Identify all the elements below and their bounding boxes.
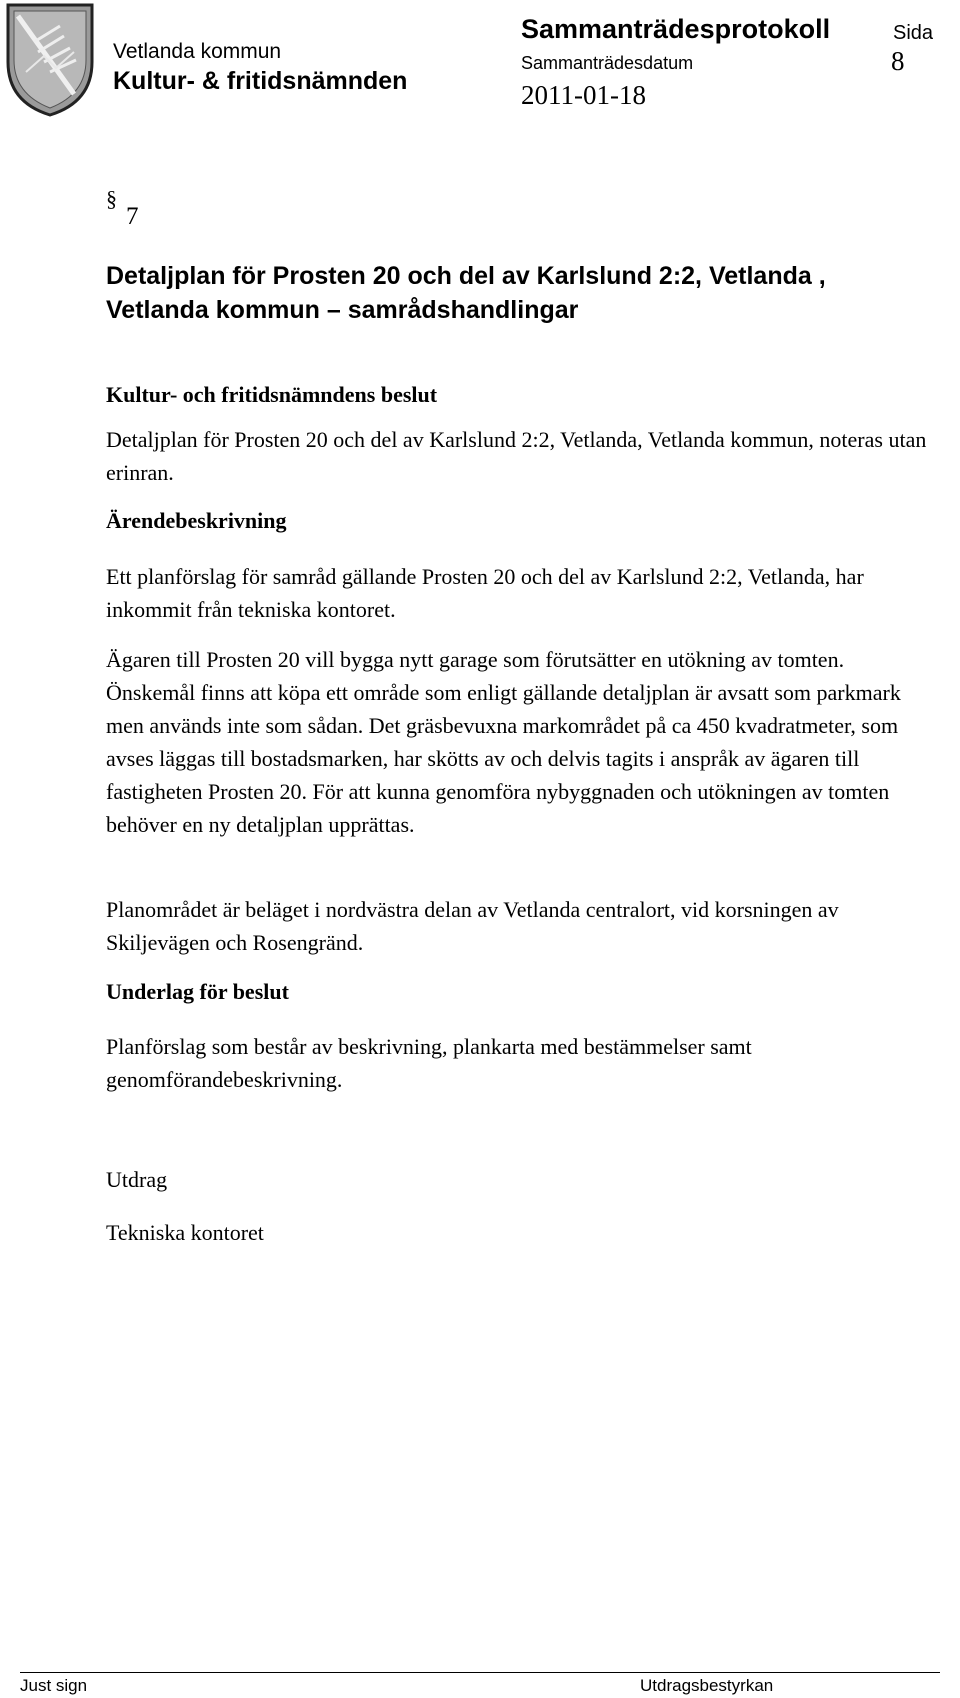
certification-label: Utdragsbestyrkan (640, 1676, 774, 1695)
decision-text: Detaljplan för Prosten 20 och del av Karlslund 2:2, Vetlanda, Vetlanda kommun, noteras utan erinran. (106, 427, 927, 485)
page-number: 8 (891, 46, 905, 76)
meeting-date: 2011-01-18 (521, 80, 646, 110)
basis-text: Planförslag som består av beskrivning, plankarta med bestämmelser samt genomförandebeskrivning. (106, 1034, 752, 1092)
extract-recipient: Tekniska kontoret (106, 1220, 264, 1245)
description-paragraph-1: Ett planförslag för samråd gällande Prosten 20 och del av Karlslund 2:2, Vetlanda, har inkommit från tekniska kontoret. (106, 564, 864, 622)
basis-heading: Underlag för beslut (106, 979, 289, 1004)
agenda-item-title (106, 259, 926, 327)
committee-name: Kultur- & fritidsnämnden (113, 67, 408, 95)
description-paragraph-2: Ägaren till Prosten 20 vill bygga nytt garage som förutsätter en utökning av tomten. Önskemål finns att köpa ett område som enligt gällande detaljplan är avsatt som parkmark men används inte som sådan. Det gräsbevuxna markområdet på ca 450 kvadratmeter, som avses läggas till bostadsmarken, har skötts av och delvis tagits i anspråk av ägaren till fastigheten Prosten 20. För att kunna genomföra nybyggnaden och utökningen av tomten behöver en ny detaljplan upprättas. (106, 647, 901, 837)
organization-name: Vetlanda kommun (113, 40, 282, 63)
paragraph-number: 7 (126, 203, 139, 230)
title-line-2: Vetlanda kommun – samrådshandlingar (106, 296, 579, 324)
description-heading: Ärendebeskrivning (106, 508, 287, 533)
date-label: Sammanträdesdatum (521, 53, 694, 73)
paragraph-sign: § (106, 186, 117, 211)
municipal-coat-of-arms-icon (4, 2, 96, 118)
signature-label: Just sign (20, 1676, 88, 1695)
document-title: Sammanträdesprotokoll (521, 14, 831, 44)
decision-heading: Kultur- och fritidsnämndens beslut (106, 382, 438, 407)
description-paragraph-3: Planområdet är beläget i nordvästra delan av Vetlanda centralort, vid korsningen av Skiljevägen och Rosengränd. (106, 897, 839, 955)
extract-label: Utdrag (106, 1167, 168, 1192)
page-label: Sida (893, 22, 934, 44)
footer-divider (20, 1672, 940, 1673)
title-line-1: Detaljplan för Prosten 20 och del av Karlslund 2:2, Vetlanda , (106, 262, 826, 290)
